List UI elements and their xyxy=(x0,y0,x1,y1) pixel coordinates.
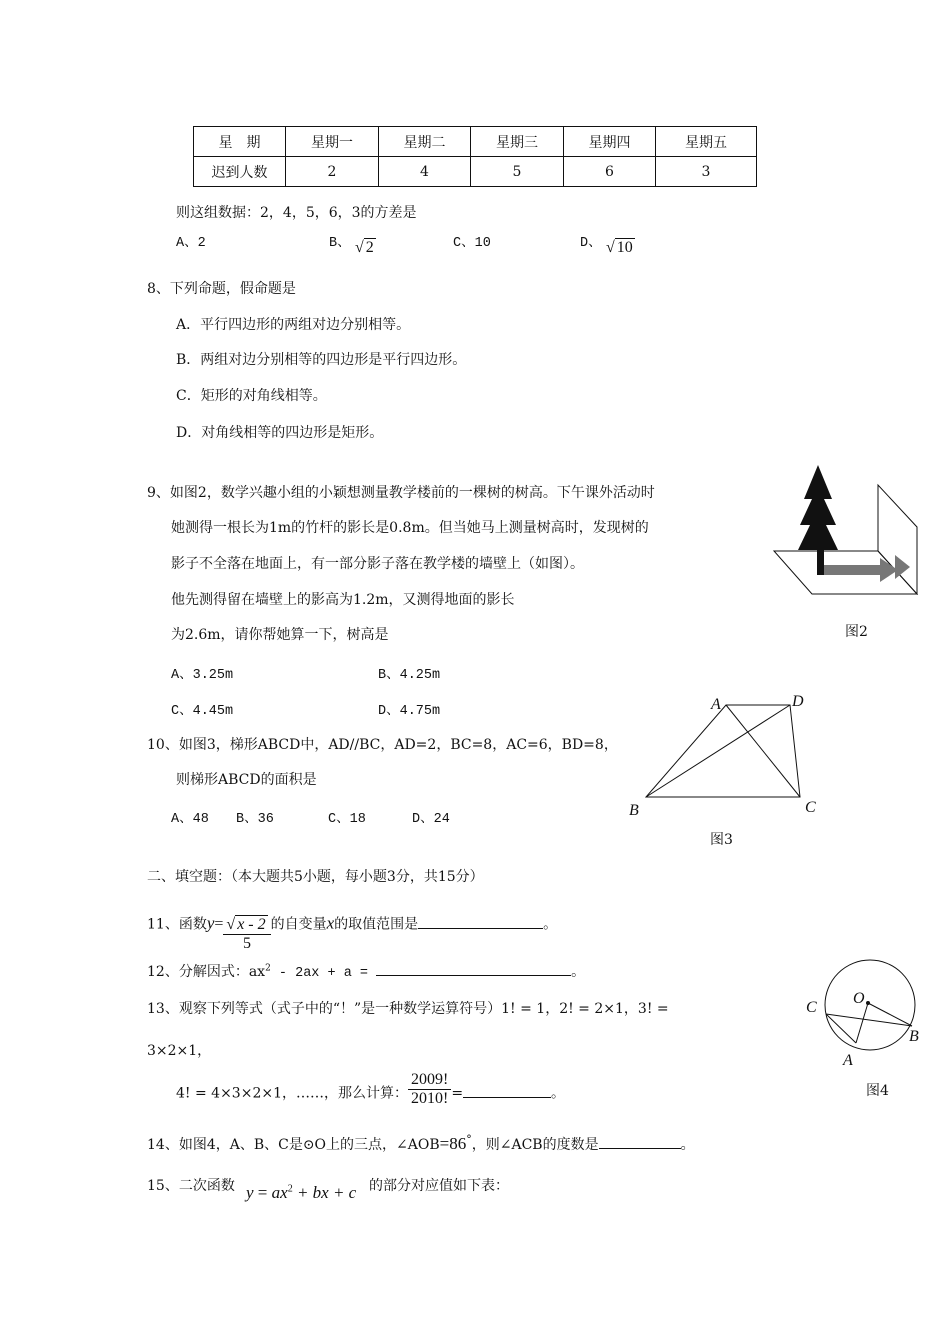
q10-option-d: D、24 xyxy=(412,812,450,827)
q9-option-d: D、4.75m xyxy=(378,704,441,719)
figure-3-trapezoid xyxy=(640,695,820,805)
attendance-table xyxy=(193,126,757,187)
table-cell: 4 xyxy=(379,157,471,187)
q7-option-c: C、10 xyxy=(453,236,491,251)
q9-line-3: 影子不全落在地面上，有一部分影子落在教学楼的墙壁上（如图）。 xyxy=(171,556,584,572)
q7-option-b: B、 xyxy=(329,236,351,251)
q11-fraction: $\frac{√ x - 2}{5}$ xyxy=(223,916,270,953)
tree-icon xyxy=(798,465,838,550)
point-label-b: B xyxy=(909,1028,919,1045)
q11-y: y xyxy=(206,913,215,933)
q11-suffix: 的取值范围是 xyxy=(334,916,419,933)
q14-value: =86 xyxy=(439,1134,467,1153)
q7-option-a: A、2 xyxy=(176,236,206,251)
point-label-c: C xyxy=(806,999,817,1016)
q12-sup: 2 xyxy=(265,963,271,974)
q14-prefix: 14、如图4，A、B、C是⊙O上的三点，∠AOB xyxy=(147,1137,440,1153)
radius-oa xyxy=(856,1003,868,1043)
q13-eq: = xyxy=(451,1085,464,1102)
q8-option-c: C．矩形的对角线相等。 xyxy=(176,388,327,404)
point-label-a: A xyxy=(843,1052,853,1069)
vertex-label-a: A xyxy=(711,696,721,713)
q9-line-5: 为2.6m，请你帮她算一下，树高是 xyxy=(171,627,389,643)
q14 xyxy=(147,1134,695,1154)
vertex-label-c: C xyxy=(805,799,816,816)
chord-ca xyxy=(826,1014,856,1043)
ground-shadow xyxy=(824,565,880,575)
vertex-label-d: D xyxy=(792,693,804,710)
table-cell: 星 期 xyxy=(194,127,286,157)
trapezoid-abcd xyxy=(646,705,800,797)
diagonal-bd xyxy=(646,705,790,797)
tree-trunk xyxy=(817,543,824,575)
table-cell: 5 xyxy=(471,157,564,187)
diagonal-ac xyxy=(726,705,800,797)
table-cell: 迟到人数 xyxy=(194,157,286,187)
q8-option-b: B．两组对边分别相等的四边形是平行四边形。 xyxy=(176,352,467,368)
table-cell: 星期三 xyxy=(471,127,564,157)
point-label-o: O xyxy=(853,990,865,1007)
q11-eq: = xyxy=(214,915,224,933)
table-cell: 星期一 xyxy=(286,127,379,157)
figure-2-tree-shadow xyxy=(770,455,920,595)
table-cell: 星期四 xyxy=(564,127,656,157)
q9-option-c: C、4.45m xyxy=(171,704,234,719)
q12-rest: - 2ax + a = xyxy=(270,966,377,981)
vertex-label-b: B xyxy=(629,802,639,819)
q9-line-4: 他先测得留在墙壁上的影高为1.2m，又测得地面的影长 xyxy=(171,592,515,608)
q12-prefix: 12、分解因式：ax xyxy=(147,964,266,980)
q14-end: 。 xyxy=(680,1137,695,1153)
q14-answer-blank[interactable] xyxy=(599,1134,681,1149)
circle-o xyxy=(825,960,915,1050)
section-2-heading: 二、填空题：（本大题共5小题，每小题3分，共15分） xyxy=(147,869,484,885)
q11 xyxy=(147,906,558,952)
q14-degree: ° xyxy=(466,1133,472,1146)
q14-suffix: ，则∠ACB的度数是 xyxy=(471,1137,599,1153)
q11-answer-blank[interactable] xyxy=(418,914,543,929)
table-cell: 星期二 xyxy=(379,127,471,157)
q7-option-b-value: √ 2 xyxy=(355,239,374,256)
q8-option-d: D．对角线相等的四边形是矩形。 xyxy=(176,425,384,441)
q11-end: 。 xyxy=(543,916,558,933)
q13-end: 。 xyxy=(551,1085,566,1102)
q10-option-c: C、18 xyxy=(328,812,366,827)
q12 xyxy=(147,961,585,981)
q10-option-b: B、36 xyxy=(236,812,274,827)
center-point xyxy=(866,1001,870,1005)
shadow-arrow-2 xyxy=(895,555,910,579)
table-cell: 6 xyxy=(564,157,656,187)
figure-3-caption: 图3 xyxy=(710,832,733,848)
q7-option-d: D、 xyxy=(580,236,602,251)
q10-line-1: 10、如图3，梯形ABCD中，AD//BC，AD=2，BC=8，AC=6，BD=8， xyxy=(147,737,618,753)
table-row xyxy=(194,157,757,187)
q15-suffix: 的部分对应值如下表： xyxy=(369,1178,509,1194)
q12-answer-blank[interactable] xyxy=(376,961,571,976)
q13-line-3 xyxy=(176,1071,566,1112)
figure-2-caption: 图2 xyxy=(845,624,868,640)
q9-option-b: B、4.25m xyxy=(378,668,441,683)
q9-line-2: 她测得一根长为1m的竹杆的影长是0.8m。但当她马上测量树高时，发现树的 xyxy=(171,520,649,536)
q13-fraction: $\frac{2009!}{2010!}$ xyxy=(408,1071,451,1108)
q9-option-a: A、3.25m xyxy=(171,668,234,683)
q8-option-a: A．平行四边形的两组对边分别相等。 xyxy=(176,317,411,333)
q13-line-1: 13、观察下列等式（式子中的“！”是一种数学运算符号）1! = 1，2! = 2×1，3! = xyxy=(147,1001,669,1017)
table-header-row xyxy=(194,127,757,157)
q11-prefix: 11、函数 xyxy=(147,916,207,933)
q12-end: 。 xyxy=(571,964,586,980)
q13-line-2: 3×2×1， xyxy=(147,1043,212,1059)
figure-4-caption: 图4 xyxy=(866,1083,889,1099)
table-cell: 2 xyxy=(286,157,379,187)
table-cell: 星期五 xyxy=(656,127,757,157)
q7-option-d-value: √ 10 xyxy=(606,239,633,256)
q15-prefix: 15、二次函数 xyxy=(147,1178,235,1194)
q11-mid: 的自变量 xyxy=(270,916,327,933)
q11-x: x xyxy=(326,913,335,933)
q8-stem: 8、下列命题，假命题是 xyxy=(147,281,296,297)
q7-stem: 则这组数据：2，4，5，6，3的方差是 xyxy=(176,205,417,221)
table-cell: 3 xyxy=(656,157,757,187)
q13-answer-blank[interactable] xyxy=(463,1083,551,1098)
q15-formula: $y = ax^2$ + bx + c xyxy=(246,1183,357,1202)
q13-line-3-prefix: 4! = 4×3×2×1，……，那么计算： xyxy=(176,1085,408,1102)
figure-4-circle xyxy=(820,958,920,1058)
q10-option-a: A、48 xyxy=(171,812,209,827)
chord-cb xyxy=(826,1014,912,1026)
q10-line-2: 则梯形ABCD的面积是 xyxy=(176,772,317,788)
q9-line-1: 9、如图2，数学兴趣小组的小颖想测量教学楼前的一棵树的树高。下午课外活动时 xyxy=(147,485,655,501)
